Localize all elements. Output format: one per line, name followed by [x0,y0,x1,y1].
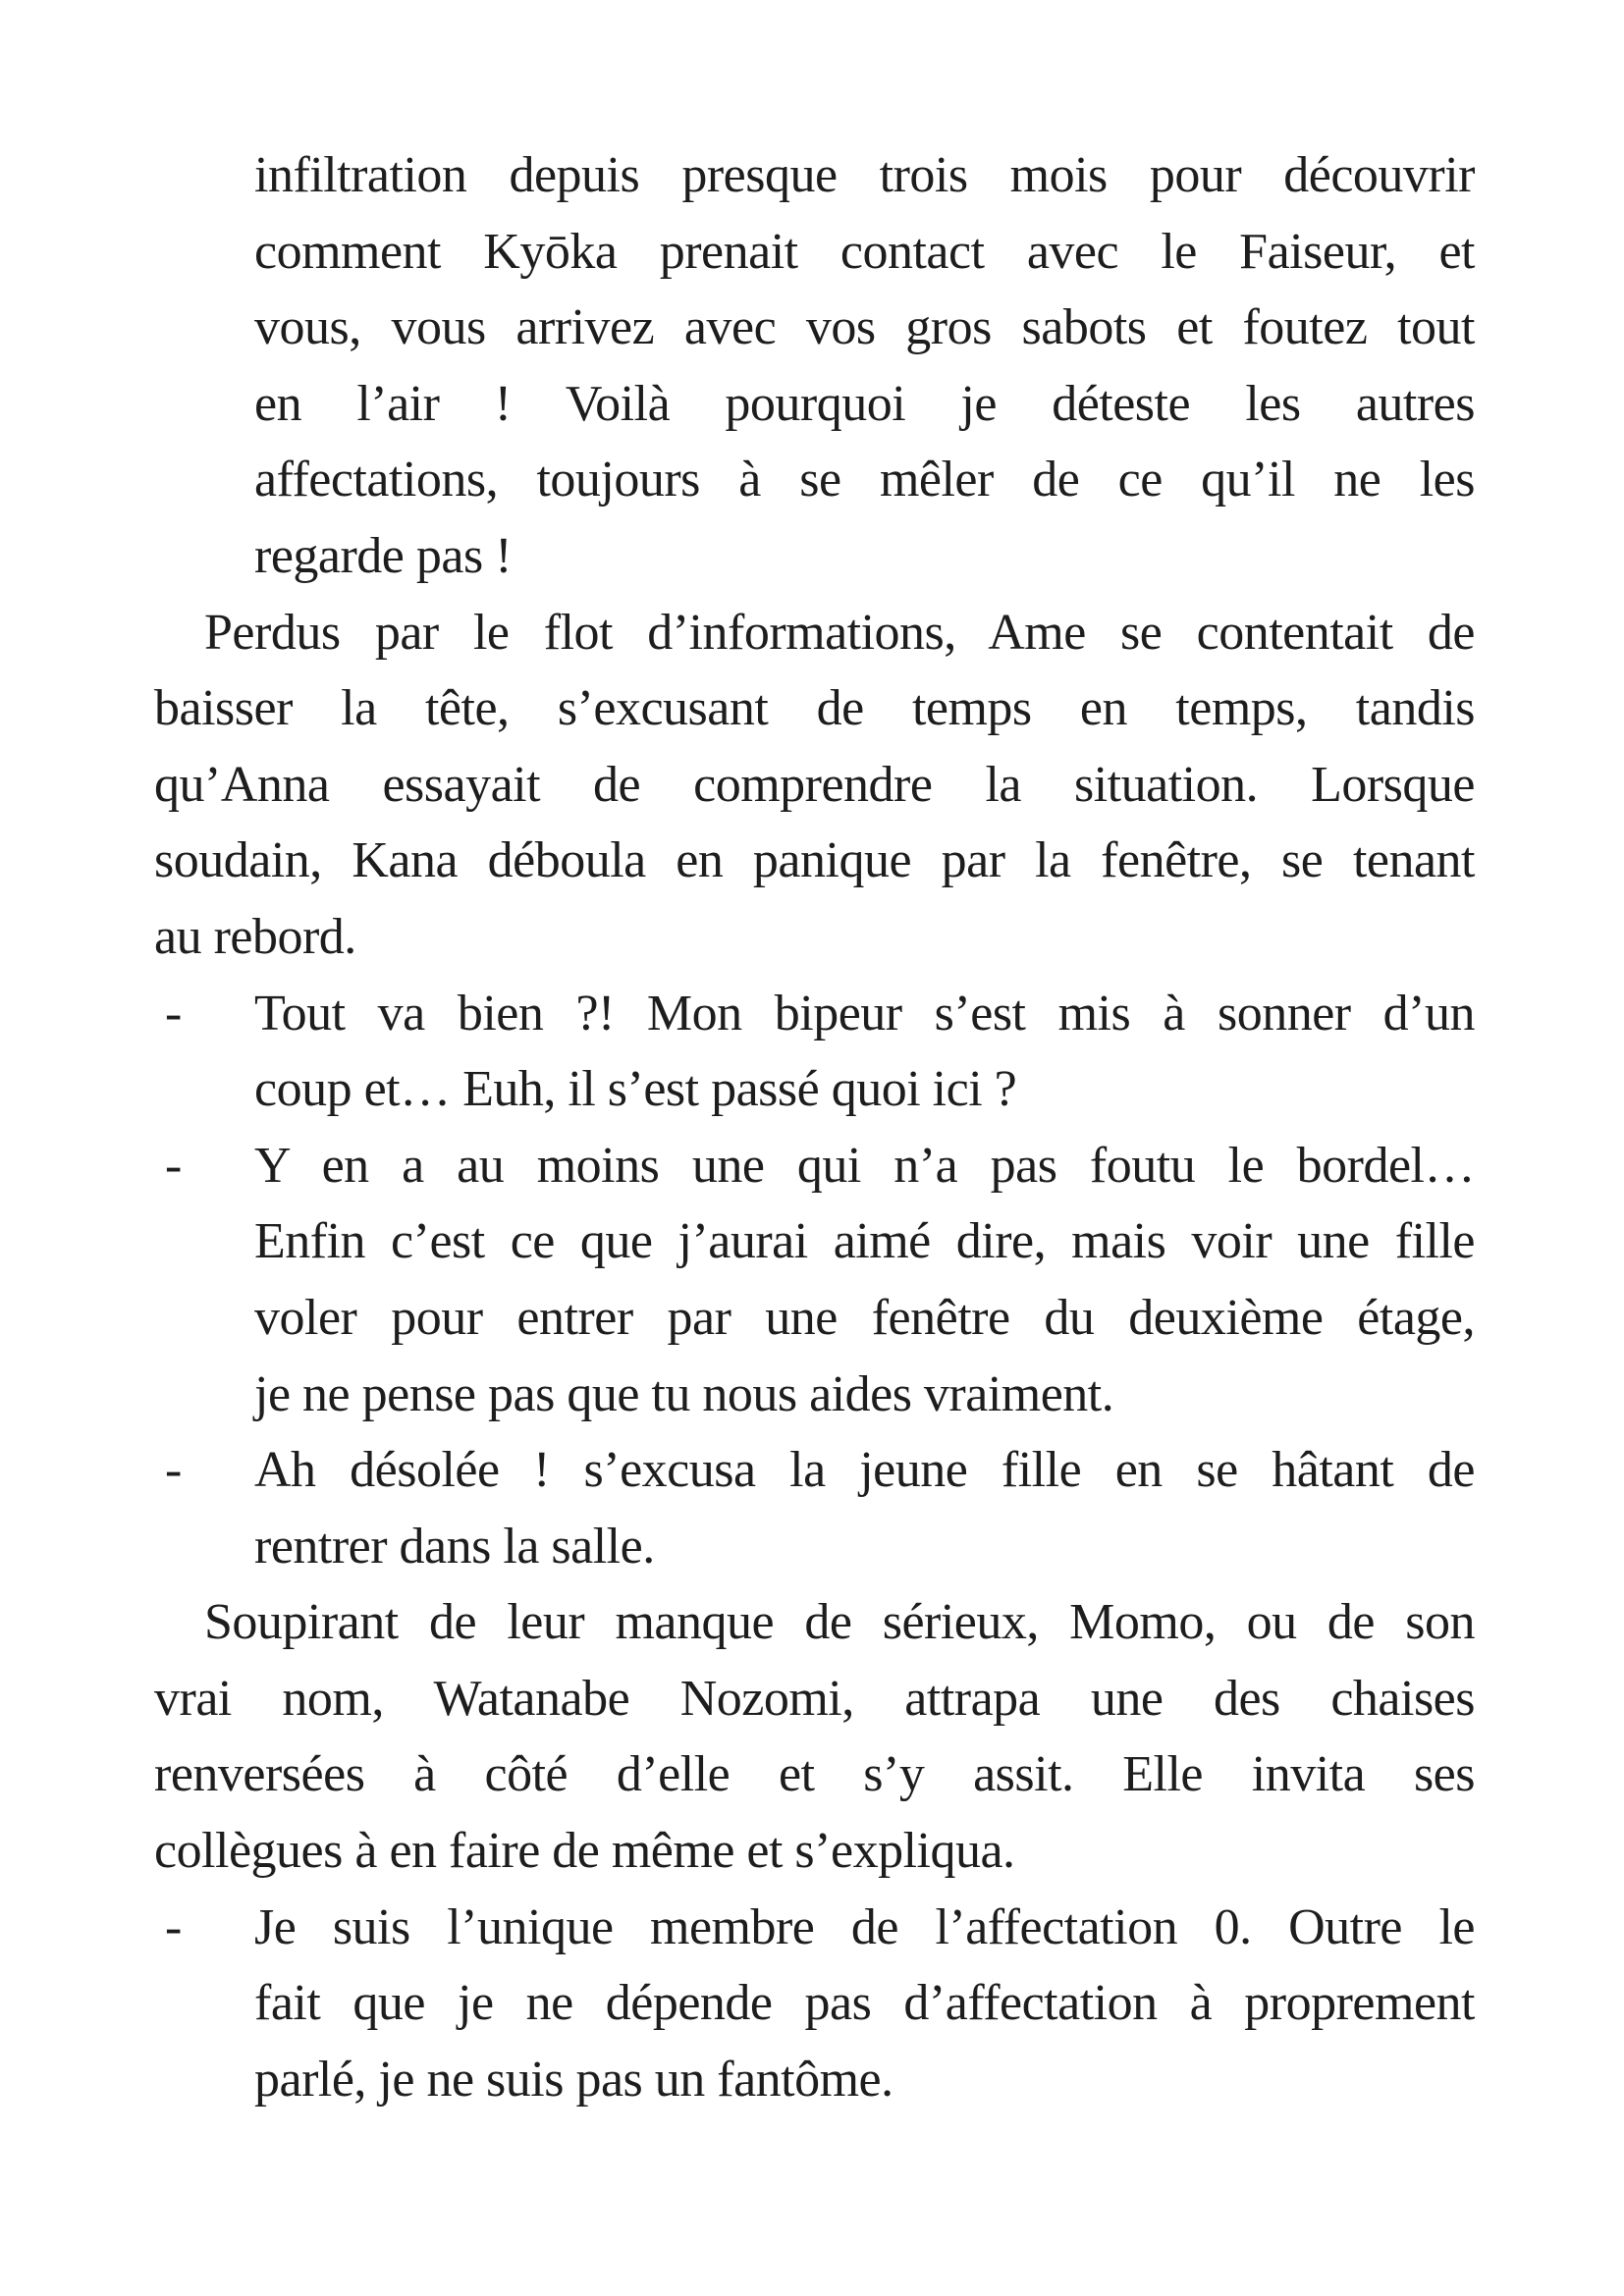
text-line [165,1432,1475,1509]
text-line: vrai nom, Watanabe Nozomi, attrapa une des chaises [154,1670,1475,1727]
text-line: rentrer dans la salle. [254,1518,655,1575]
dialogue-line [154,1890,1475,2118]
text-line-content: Tout va bien ?! Mon bipeur s’est mis à sonner d’un [254,985,1475,1041]
text-line-content: Ah désolée ! s’excusa la jeune fille en se hâtant de [254,1442,1475,1499]
dialogue-dash: - [165,1137,182,1194]
text-line: soudain, Kana déboula en panique par la fenêtre, se tenant [154,832,1475,889]
text-line: regarde pas ! [254,527,513,584]
dialogue-line [154,976,1475,1128]
dialogue-dash: - [165,1442,182,1499]
narrative-paragraph [154,1584,1475,1889]
text-line: en l’air ! Voilà pourquoi je déteste les autres [254,375,1475,432]
text-line: voler pour entrer par une fenêtre du deuxième étage, [254,1289,1475,1346]
text-line: infiltration depuis presque trois mois pour découvrir [254,147,1475,203]
text-line: Soupirant de leur manque de sérieux, Momo, ou de son [204,1594,1475,1651]
text-line: collègues à en faire de même et s’expliqua. [154,1823,1015,1880]
text-line: renversées à côté d’elle et s’y assit. Elle invita ses [154,1746,1475,1803]
narrative-paragraph [154,595,1475,976]
text-line [165,976,1475,1052]
dialogue-line [154,1128,1475,1432]
text-line: Enfin c’est ce que j’aurai aimé dire, mais voir une fille [254,1213,1475,1270]
text-line: vous, vous arrivez avec vos gros sabots et foutez tout [254,299,1475,356]
book-page [154,137,1475,2117]
text-line: Perdus par le flot d’informations, Ame se contentait de [204,604,1475,661]
dialogue-dash: - [165,1898,182,1955]
text-line: au rebord. [154,908,356,965]
text-line-content: Y en a au moins une qui n’a pas foutu le bordel… [254,1137,1475,1194]
text-line: affectations, toujours à se mêler de ce qu’il ne les [254,452,1475,508]
text-line: je ne pense pas que tu nous aides vraiment. [254,1365,1114,1422]
text-line-content: Je suis l’unique membre de l’affectation 0. Outre le [254,1898,1475,1955]
dialogue-continuation [154,137,1475,595]
text-line: qu’Anna essayait de comprendre la situation. Lorsque [154,756,1475,813]
text-line [165,1128,1475,1204]
dialogue-dash: - [165,985,182,1041]
text-line: coup et… Euh, il s’est passé quoi ici ? [254,1061,1017,1118]
text-line: comment Kyōka prenait contact avec le Faiseur, et [254,223,1475,280]
text-line: baisser la tête, s’excusant de temps en temps, tandis [154,680,1475,737]
dialogue-line [154,1432,1475,1584]
text-line: fait que je ne dépende pas d’affectation à proprement [254,1975,1475,2032]
text-line: parlé, je ne suis pas un fantôme. [254,2051,893,2108]
text-line [165,1890,1475,1966]
